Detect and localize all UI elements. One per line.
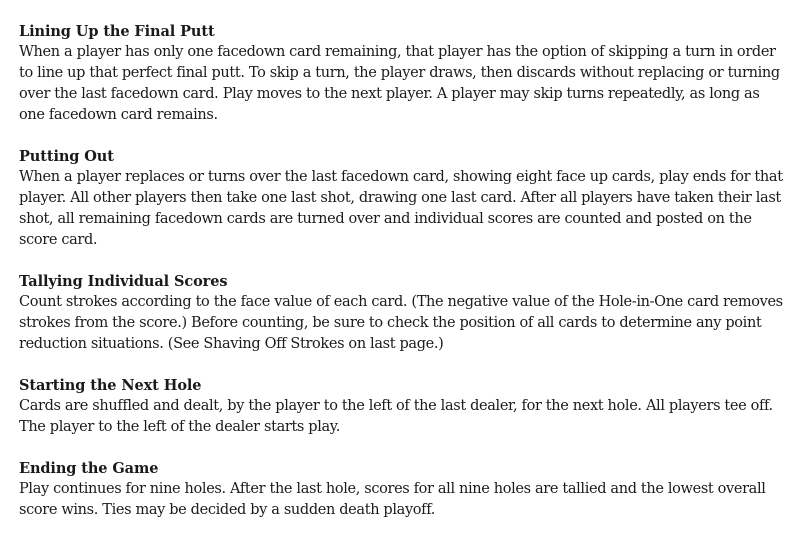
section-paragraph: When a player replaces or turns over the last facedown card, showing eight face up cards, play ends for that player. All other players then take one last shot, drawing one last card. After all players have taken their last shot, all remaining facedown cards are turned over and individual scores are counted and posted on the score card. [19, 169, 783, 248]
section-paragraph: Cards are shuffled and dealt, by the player to the left of the last dealer, for the next hole. All players tee off. The player to the left of the dealer starts play. [19, 398, 773, 435]
rules-document [19, 21, 789, 541]
section-paragraph: Play continues for nine holes. After the last hole, scores for all nine holes are tallied and the lowest overall score wins. Ties may be decided by a sudden death playoff. [19, 481, 766, 518]
section-heading: Putting Out [19, 148, 114, 165]
section-starting-next-hole [19, 375, 789, 438]
section-heading: Ending the Game [19, 460, 159, 477]
section-lining-up-final-putt [19, 21, 789, 126]
section-putting-out [19, 146, 789, 251]
section-heading: Tallying Individual Scores [19, 273, 228, 290]
section-ending-game [19, 458, 789, 521]
section-tallying-scores [19, 271, 789, 355]
section-paragraph: Count strokes according to the face value of each card. (The negative value of the Hole-in-One card removes strokes from the score.) Before counting, be sure to check the position of all cards to determine any point reduction situations. (See Shaving Off Strokes on last page.) [19, 294, 783, 352]
section-heading: Lining Up the Final Putt [19, 23, 215, 40]
section-heading: Starting the Next Hole [19, 377, 202, 394]
section-paragraph: When a player has only one facedown card remaining, that player has the option of skipping a turn in order to line up that perfect final putt. To skip a turn, the player draws, then discards without replacing or turning over the last facedown card. Play moves to the next player. A player may skip turns repeatedly, as long as one facedown card remains. [19, 44, 780, 123]
